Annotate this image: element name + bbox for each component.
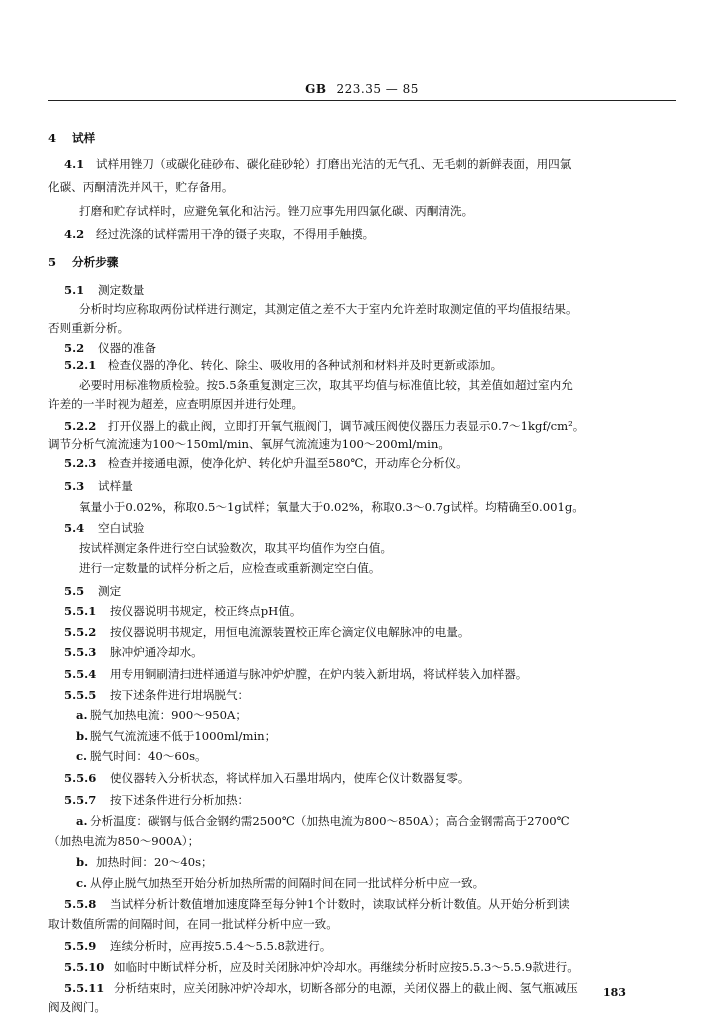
body-line: 打磨和贮存试样时，应避免氧化和沾污。锉刀应事先用四氯化碳、丙酮清洗。 [79,204,474,218]
body-line: 取计数值所需的间隔时间，在同一批试样分析中应一致。 [48,917,338,931]
body-line: 进行一定数量的试样分析之后，应检查或重新测定空白值。 [79,561,381,575]
section-heading: 5 分析步骤 [48,255,119,269]
page-number: 183 [603,986,626,999]
clause-line: 5.5.10 如临时中断试样分析，应及时关闭脉冲炉冷却水。再继续分析时应按5.5.3～5.5.9款进行。 [64,960,579,974]
page-header [0,82,724,96]
list-item: a. 脱气加热电流：900～950A； [76,708,247,722]
clause-line: 5.5.11 分析结束时，应关闭脉冲炉冷却水，切断各部分的电源，关闭仪器上的截止阀、氢气瓶减压 [64,981,578,995]
list-item: c. 从停止脱气加热至开始分析加热所需的间隔时间在同一批试样分析中应一致。 [76,876,485,890]
body-line: 分析时均应称取两份试样进行测定，其测定值之差不大于室内允许差时取测定值的平均值报结果。 [79,302,578,316]
clause-line: 5.5.3 脉冲炉通冷却水。 [64,645,203,659]
standard-prefix: GB [305,82,327,96]
clause-line: 4.2 经过洗涤的试样需用干净的镊子夹取，不得用手触摸。 [64,227,375,241]
body-line: （加热电流为850～900A）； [48,834,200,848]
standard-code: 223.35 — 85 [336,82,419,96]
list-item: b. 加热时间：20～40s； [76,855,213,869]
clause-heading: 5.3 试样量 [64,479,133,493]
list-item: c. 脱气时间：40～60s。 [76,749,207,763]
list-item: a. 分析温度：碳钢与低合金钢约需2500℃（加热电流为800～850A）；高合金钢需高于2700℃ [76,814,570,828]
clause-heading: 5.5 测定 [64,584,122,598]
clause-line: 5.5.7 按下述条件进行分析加热： [64,793,250,807]
clause-line: 5.2.3 检查并接通电源，使净化炉、转化炉升温至580℃，开动库仑分析仪。 [64,456,468,470]
body-line: 否则重新分析。 [48,321,130,335]
body-line: 按试样测定条件进行空白试验数次，取其平均值作为空白值。 [79,541,393,555]
clause-line: 5.5.5 按下述条件进行坩埚脱气： [64,688,250,702]
clause-heading: 5.1 测定数量 [64,283,145,297]
section-heading: 4 试样 [48,131,96,145]
clause-line: 5.5.1 按仪器说明书规定，校正终点pH值。 [64,604,302,618]
clause-heading: 5.2 仪器的准备 [64,341,156,355]
body-line: 阀及阀门。 [48,1000,106,1014]
clause-line: 5.5.9 连续分析时，应再按5.5.4～5.5.8款进行。 [64,939,332,953]
list-item: b. 脱气气流流速不低于1000ml/min； [76,729,277,743]
body-line: 必要时用标准物质检验。按5.5条重复测定三次，取其平均值与标准值比较，其差值如超过室内允 [79,378,573,392]
clause-line: 5.5.4 用专用铜刷清扫进样通道与脉冲炉炉膛，在炉内装入新坩埚，将试样装入加样器。 [64,667,528,681]
clause-line: 5.5.6 使仪器转入分析状态，将试样加入石墨坩埚内，使库仑仪计数器复零。 [64,771,470,785]
clause-line: 5.2.1 检查仪器的净化、转化、除尘、吸收用的各种试剂和材料并及时更新或添加。 [64,358,503,372]
clause-line: 5.5.8 当试样分析计数值增加速度降至每分钟1个计数时，读取试样分析计数值。从开始分析到读 [64,897,570,911]
body-line: 许差的一半时视为超差，应查明原因并进行处理。 [48,397,304,411]
body-line: 调节分析气流流速为100～150ml/min、氧屏气流流速为100～200ml/min。 [48,437,450,451]
header-rule [48,100,676,101]
clause-line: 5.5.2 按仪器说明书规定，用恒电流源装置校正库仑滴定仪电解脉冲的电量。 [64,625,470,639]
clause-line: 4.1 试样用锉刀（或碳化硅砂布、碳化硅砂轮）打磨出光洁的无气孔、无毛刺的新鲜表面，用四氯 [64,157,572,171]
clause-line: 5.2.2 打开仪器上的截止阀，立即打开氧气瓶阀门，调节减压阀使仪器压力表显示0.7～1kgf/cm²。 [64,419,585,433]
clause-heading: 5.4 空白试验 [64,521,145,535]
body-line: 氧量小于0.02%，称取0.5～1g试样；氧量大于0.02%，称取0.3～0.7g试样。均精确至0.001g。 [79,500,584,514]
body-line: 化碳、丙酮清洗并风干，贮存备用。 [48,180,234,194]
